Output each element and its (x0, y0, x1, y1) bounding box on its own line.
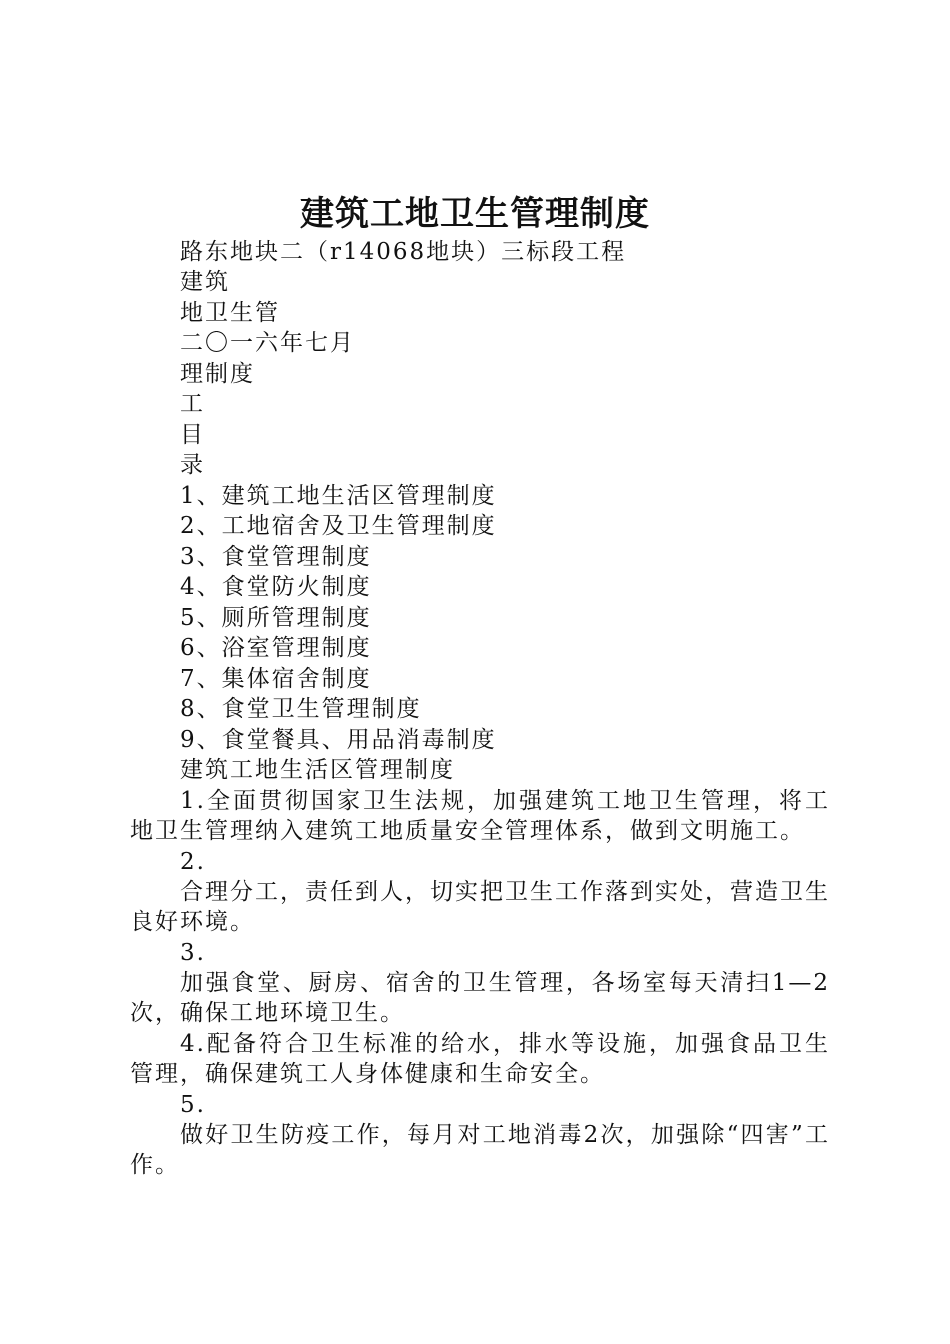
toc-item: 7、集体宿舍制度 (180, 666, 372, 692)
toc-item: 9、食堂餐具、用品消毒制度 (180, 727, 497, 753)
cover-fragment: 地卫生管 (180, 300, 280, 326)
paragraph-1: 1.全面贯彻国家卫生法规，加强建筑工地卫生管理，将工地卫生管理纳入建筑工地质量安全管理体系，做到文明施工。 (130, 788, 830, 844)
paragraph-2: 合理分工，责任到人，切实把卫生工作落到实处，营造卫生良好环境。 (130, 879, 830, 935)
document-title: 建筑工地卫生管理制度 (300, 194, 650, 234)
cover-fragment: 工 (180, 391, 205, 417)
toc-item: 4、食堂防火制度 (180, 574, 372, 600)
item-number-3: 3. (180, 940, 206, 966)
item-number-2: 2. (180, 849, 206, 875)
toc-item: 1、建筑工地生活区管理制度 (180, 483, 497, 509)
project-name: 路东地块二（r14068地块）三标段工程 (180, 239, 627, 265)
toc-heading: 目 (180, 422, 205, 448)
cover-fragment: 建筑 (180, 269, 230, 295)
toc-item: 5、厕所管理制度 (180, 605, 372, 631)
section-heading: 建筑工地生活区管理制度 (180, 757, 455, 783)
paragraph-4: 4.配备符合卫生标准的给水，排水等设施，加强食品卫生管理，确保建筑工人身体健康和生命安全。 (130, 1031, 830, 1087)
toc-item: 6、浴室管理制度 (180, 635, 372, 661)
toc-item: 2、工地宿舍及卫生管理制度 (180, 513, 497, 539)
toc-item: 3、食堂管理制度 (180, 544, 372, 570)
toc-heading: 录 (180, 452, 205, 478)
toc-item: 8、食堂卫生管理制度 (180, 696, 422, 722)
cover-date: 二〇一六年七月 (180, 330, 355, 356)
paragraph-5: 做好卫生防疫工作，每月对工地消毒2次，加强除“四害”工作。 (130, 1122, 830, 1178)
paragraph-3: 加强食堂、厨房、宿舍的卫生管理，各场室每天清扫1—2次，确保工地环境卫生。 (130, 970, 830, 1026)
item-number-5: 5. (180, 1092, 206, 1118)
cover-fragment: 理制度 (180, 361, 255, 387)
